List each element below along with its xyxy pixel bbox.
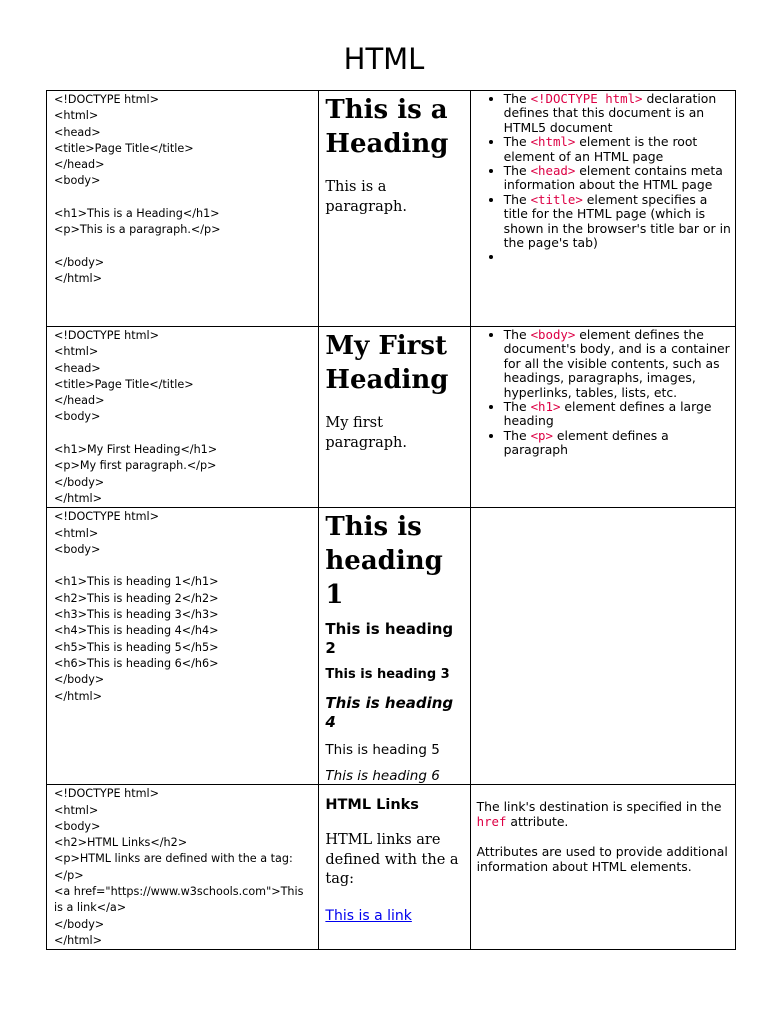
code-line: <!DOCTYPE html> bbox=[54, 787, 159, 801]
note-item: • The <html> element is the root element of an HTML page bbox=[504, 135, 735, 164]
rendered-heading: My First Heading bbox=[325, 331, 449, 395]
code-line bbox=[54, 426, 312, 442]
code-line: <title>Page Title</title> bbox=[54, 377, 194, 391]
code-line: </body> bbox=[54, 917, 105, 931]
tag-keyword: <h1> bbox=[530, 399, 561, 415]
code-line: <title>Page Title</title> bbox=[54, 141, 194, 155]
code-line: </html> bbox=[54, 933, 103, 947]
code-line: <html> bbox=[54, 526, 99, 540]
code-line: <h1>This is a Heading</h1> bbox=[54, 207, 220, 221]
note-item: • The <!DOCTYPE html> declaration defines that this document is an HTML5 document bbox=[504, 92, 735, 135]
notes-cell bbox=[470, 327, 735, 508]
code-line: <h1>My First Heading</h1> bbox=[54, 443, 218, 457]
code-line: </body> bbox=[54, 673, 105, 687]
rendered-cell bbox=[319, 91, 470, 327]
code-line: <h3>This is heading 3</h3> bbox=[54, 608, 219, 622]
table-row bbox=[47, 785, 736, 950]
code-line: <h4>This is heading 4</h4> bbox=[54, 624, 219, 638]
notes-cell bbox=[470, 91, 735, 327]
tag-keyword: <!DOCTYPE html> bbox=[530, 91, 643, 106]
code-line: <h1>This is heading 1</h1> bbox=[54, 575, 219, 589]
code-line: <p>My first paragraph.</p> bbox=[54, 459, 217, 473]
html-examples-table bbox=[46, 90, 736, 950]
href-keyword: href bbox=[476, 813, 507, 829]
notes-cell bbox=[470, 785, 735, 950]
code-line: <html> bbox=[54, 803, 99, 817]
code-line: </html> bbox=[54, 689, 103, 703]
note-item: • The <title> element specifies a title for the HTML page (which is shown in the browser's title bar or in the page's tab) bbox=[504, 193, 735, 251]
code-line: <body> bbox=[54, 542, 101, 556]
note-item: • The <p> element defines a paragraph bbox=[504, 429, 735, 458]
code-line: <body> bbox=[54, 819, 101, 833]
code-line: </body> bbox=[54, 255, 105, 269]
document-title: HTML bbox=[343, 42, 425, 76]
code-cell bbox=[47, 327, 319, 508]
code-listing bbox=[47, 327, 318, 507]
code-line: </head> bbox=[54, 158, 105, 172]
code-line: <html> bbox=[54, 109, 99, 123]
code-line: <h2>This is heading 2</h2> bbox=[54, 591, 219, 605]
code-line: <h6>This is heading 6</h6> bbox=[54, 656, 219, 670]
attributes-note: Attributes are used to provide additional information about HTML elements. bbox=[476, 844, 728, 874]
code-line: <body> bbox=[54, 174, 101, 188]
rendered-heading-6: This is heading 6 bbox=[325, 768, 440, 785]
rendered-cell bbox=[319, 785, 470, 950]
code-line: <!DOCTYPE html> bbox=[54, 510, 159, 524]
notes-cell-empty bbox=[470, 508, 735, 785]
table-row bbox=[47, 91, 736, 327]
code-cell bbox=[47, 91, 319, 327]
rendered-cell bbox=[319, 508, 470, 785]
code-line bbox=[54, 190, 312, 206]
code-line: <h2>HTML Links</h2> bbox=[54, 836, 188, 850]
rendered-heading-2: This is heading 2 bbox=[325, 620, 454, 658]
code-line bbox=[54, 558, 312, 574]
code-line: </head> bbox=[54, 394, 105, 408]
note-item: • The <h1> element defines a large heading bbox=[504, 400, 735, 429]
example-link[interactable]: This is a link bbox=[325, 907, 412, 924]
tag-keyword: <title> bbox=[530, 191, 583, 207]
rendered-heading-2: HTML Links bbox=[325, 797, 419, 814]
rendered-heading-4: This is heading 4 bbox=[325, 694, 454, 732]
code-line: <p>HTML links are defined with the a tag:</p> bbox=[54, 852, 293, 882]
code-line: <head> bbox=[54, 125, 101, 139]
code-line: </body> bbox=[54, 475, 105, 489]
code-line: <h5>This is heading 5</h5> bbox=[54, 640, 219, 654]
tag-keyword: <html> bbox=[530, 134, 576, 150]
code-listing bbox=[47, 785, 318, 949]
rendered-heading-5: This is heading 5 bbox=[325, 742, 440, 759]
rendered-cell bbox=[319, 327, 470, 508]
table-row bbox=[47, 327, 736, 508]
code-line: <html> bbox=[54, 345, 99, 359]
code-line: <head> bbox=[54, 361, 101, 375]
table-row bbox=[47, 508, 736, 785]
rendered-heading-3: This is heading 3 bbox=[325, 667, 450, 683]
code-cell bbox=[47, 508, 319, 785]
tag-keyword: <p> bbox=[530, 427, 553, 443]
tag-keyword: <head> bbox=[530, 163, 576, 179]
code-line: </html> bbox=[54, 491, 103, 505]
code-listing bbox=[47, 508, 318, 705]
rendered-paragraph: HTML links are defined with the a tag: bbox=[325, 832, 459, 888]
rendered-heading: This is a Heading bbox=[325, 95, 449, 159]
tag-keyword: <body> bbox=[530, 327, 576, 342]
code-line: <!DOCTYPE html> bbox=[54, 93, 159, 106]
note-item bbox=[504, 250, 735, 264]
rendered-paragraph: This is a paragraph. bbox=[325, 179, 407, 215]
notes-list bbox=[471, 328, 735, 458]
rendered-paragraph: My first paragraph. bbox=[325, 415, 407, 451]
code-line: <a href="https://www.w3schools.com">This is a link</a> bbox=[54, 885, 308, 915]
note-item: • The <head> element contains meta information about the HTML page bbox=[504, 164, 735, 193]
notes-list bbox=[471, 92, 735, 265]
code-cell bbox=[47, 785, 319, 950]
href-note: The link's destination is specified in the href attribute. bbox=[476, 799, 722, 829]
note-item: • The <body> element defines the document's body, and is a container for all the visible contents, such as headings, paragraphs, images, hyperlinks, tables, lists, etc. bbox=[504, 328, 735, 400]
code-listing bbox=[47, 91, 318, 288]
code-line: <p>This is a paragraph.</p> bbox=[54, 223, 221, 237]
rendered-heading-1: This is heading 1 bbox=[325, 512, 443, 611]
code-line: </html> bbox=[54, 272, 103, 286]
code-line: <!DOCTYPE html> bbox=[54, 329, 159, 342]
code-line: <body> bbox=[54, 410, 101, 424]
code-line bbox=[54, 239, 312, 255]
